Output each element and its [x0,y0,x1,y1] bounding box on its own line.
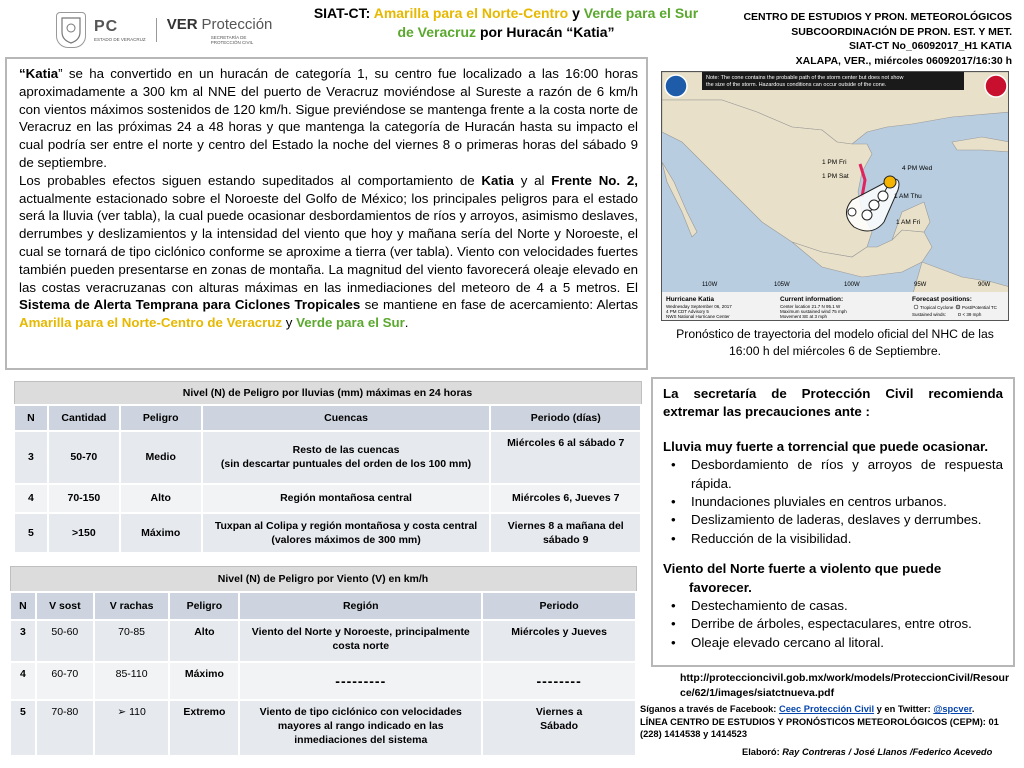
wind-cell: 4 [10,662,36,700]
wind-cell: 70-85 [94,620,170,662]
wind-col-periodo: Periodo [482,592,636,620]
p1-text: ” se ha convertido en un huracán de categoría 1, su centro fue localizado a las 16:00 horas aproximadamente a 300 km al NNE del puerto de Veracruz moviéndose al Sureste a razón de 6 km/h con vientos máximos sostenidos de 120 km/h. Sigue previéndose se mantenga frente a la costa norte de Veracruz en las próximas 24 a 48 horas y que mantenga la categoría de Huracán hasta su impacto el cual podría ser entre el norte y centro del Estado la noche del viernes 8 o primeras horas del sábado 9 de septiembre. [19,66,638,170]
rain-col-periodo: Periodo (días) [490,405,641,431]
rain-hazard-table [13,381,642,554]
wind-cell: 85-110 [94,662,170,700]
title-amarilla: Amarilla para el Norte-Centro [373,5,569,21]
position-1pm-thu [869,200,879,210]
map-caption: Pronóstico de trayectoria del modelo oficial del NHC de las 16:00 h del miércoles 6 de Septiembre. [676,327,994,358]
elaboro-names: Ray Contreras / José Llanos /Federico Acevedo [779,747,993,757]
center-line3: SIAT-CT No_06092017_H1 KATIA [848,40,1012,52]
table-row [14,484,641,513]
lon-100w: 100W [844,282,860,288]
wind-cell: Alto [169,620,239,662]
table-row [10,620,636,662]
rain-cell-cuencas: Región montañosa central [202,484,491,513]
p2-amarilla: Amarilla para el Norte-Centro de Veracruz [19,315,283,331]
p2-siat: Sistema de Alerta Temprana para Ciclones Tropicales [19,297,361,313]
main-text-box [5,57,648,370]
map-date: Wednesday September 06, 2017 [666,304,732,309]
p2-b: y al [513,172,552,188]
rain-cell-cuencas: Resto de las cuencas (sin descartar puntuales del orden de los 100 mm) [202,431,491,484]
rain-cell: 4 [14,484,48,513]
p2-verde: Verde para el Sur [296,315,405,331]
center-line4: XALAPA, VER., miércoles 06092017/16:30 h [795,54,1012,67]
rain-col-cantidad: Cantidad [48,405,120,431]
wind-cell: Máximo [169,662,239,700]
rain-cell: Miércoles 6 al sábado 7 [490,431,641,484]
pdf-link-block [680,671,1014,701]
reco-list-lluvia [663,456,1003,548]
main-paragraph-2 [19,172,638,332]
wind-cell-region: Viento del Norte y Noroeste, principalmente costa norte [239,620,482,662]
wind-cell-region: Viento de tipo ciclónico con velocidades mayores al rango indicado en las inmediaciones del sistema [239,700,482,756]
map-note-line2: the size of the storm. Hazardous conditions can occur outside of the cone. [706,82,887,88]
wind-col-vsost: V sost [36,592,94,620]
wind-cell: 5 [10,700,36,756]
map-nws: NWS National Hurricane Center [666,314,730,319]
nws-logo-icon [985,75,1007,97]
veracruz-seal-icon [56,12,86,48]
list-item: • Reducción de la visibilidad. [663,530,1003,548]
p2-c: actualmente estacionado sobre el Noroeste del Golfo de México; los principales peligros para el estado será la lluvia (ver tabla), la cual puede ocasionar desbordamientos de ríos y arroyos, asimismo deslaves, derrumbes y deslizamientos y la intensidad del viento que hoy y mañana sería del Norte y Noroeste, el cual se tornará de tipo ciclónico conforme se aproxime a tierra (ver tabla). Viento con velocidades fuertes también pueden presentarse en zonas de montaña. La magnitud del viento favorecerá oleaje elevado en las costas veracruzanas con alturas máximas en las inmediaciones del meteoro de 4 a 5 metros. El [19,190,638,295]
social-text-a: Síganos a través de Facebook: [640,704,779,714]
wind-hazard-table [9,566,637,757]
label-1am-fri: 1 AM Fri [896,219,921,226]
wind-cell: Miércoles y Jueves [482,620,636,662]
title-prefix: SIAT-CT: [313,5,374,21]
twitter-link[interactable]: @spcver [933,704,972,714]
wind-cell: ➢ 110 [94,700,170,756]
rain-cell: 3 [14,431,48,484]
hurricane-track-map [661,71,1009,321]
proteccion-sub2: PROTECCIÓN CIVIL [210,39,254,45]
lon-105w: 105W [774,282,790,288]
wind-cell: Extremo [169,700,239,756]
elaboro-line [742,747,1018,757]
wind-cell: -------- [482,662,636,700]
rain-cell: Máximo [120,513,202,553]
reco-heading-viento: Viento del Norte fuerte a violento que puede [663,561,942,577]
label-4pm-wed: 4 PM Wed [902,165,933,172]
pc-logo-sub: ESTADO DE VERACRUZ [94,37,146,42]
label-1pm-fri: 1 PM Fri [822,159,847,166]
social-text-c: . [971,704,975,714]
map-movement: Movement SE at 3 mph [780,314,828,319]
p2-d: se mantiene en fase de acercamiento: Alertas [360,297,639,313]
reco-lead: La secretaría de Protección Civil recomienda extremar las precauciones ante : [663,386,1003,420]
reco-list-viento [663,597,1003,652]
map-storm-name: Hurricane Katia [666,296,715,303]
map-legend-tc: Tropical Cyclone [920,305,954,310]
map-advisory: 4 PM CDT Advisory 5 [666,309,709,314]
rain-table-title: Nivel (N) de Peligro por lluvias (mm) máximas en 24 horas [14,382,641,405]
cepm-phone-line: LÍNEA CENTRO DE ESTUDIOS Y PRONÓSTICOS METEOROLÓGICOS (CEPM): 01 (228) 1414538 y 1414523 [640,716,999,740]
position-1pm-sat [848,208,856,216]
ver-proteccion-logo [167,16,273,45]
wind-cell-region: --------- [239,662,482,700]
wind-col-peligro: Peligro [169,592,239,620]
label-1pm-sat: 1 PM Sat [822,173,849,180]
katia-bold: “Katia [19,66,59,81]
wind-col-n: N [10,592,36,620]
lon-110w: 110W [702,282,718,288]
pc-logo-text: PC [94,18,119,35]
proteccion-logo-text: Protección [201,15,273,33]
recommendations-box [651,377,1015,667]
p2-katia: Katia [481,172,514,188]
map-legend-d: D < 39 mph [958,312,982,317]
p2-frente: Frente No. 2, [551,172,638,188]
list-item: • Desbordamiento de ríos y arroyos de respuesta rápida. [663,456,1003,493]
wind-cell: 50-60 [36,620,94,662]
header-logos [56,8,286,52]
map-center-location: Center location 21.7 N 95.1 W [780,304,841,309]
rain-cell: >150 [48,513,120,553]
rain-cell: Alto [120,484,202,513]
list-item: • Destechamiento de casas. [663,597,1003,615]
wind-cell: 60-70 [36,662,94,700]
title-line2-rest: por Huracán “Katia” [476,24,615,40]
map-current-info: Current information: [780,296,844,303]
list-item: • Oleaje elevado cercano al litoral. [663,634,1003,652]
proteccion-sub1: SECRETARÍA DE [210,34,247,40]
lon-95w: 95W [914,282,927,288]
rain-cell: Viernes 8 a mañana del sábado 9 [490,513,641,553]
wind-col-region: Región [239,592,482,620]
reco-heading-viento-cont: favorecer. [689,579,752,595]
rain-cell-cuencas: Tuxpan al Colipa y región montañosa y costa central (valores máximos de 300 mm) [202,513,491,553]
table-row [10,700,636,756]
facebook-link[interactable]: Ceec Protección Civil [779,704,875,714]
p2-end: . [404,315,409,331]
noaa-logo-icon [665,75,687,97]
map-legend-sust: Sustained winds: [912,312,947,317]
rain-cell: 70-150 [48,484,120,513]
p2-a: Los probables efectos siguen estando supeditados al comportamiento de [19,172,482,188]
list-item: • Derribe de árboles, espectaculares, entre otros. [663,615,1003,633]
elaboro-label: Elaboró: [742,747,780,757]
center-line2: SUBCOORDINACIÓN DE PRON. EST. Y MET. [791,25,1012,38]
rain-col-cuencas: Cuencas [202,405,491,431]
label-1am-thu: 1 AM Thu [894,193,922,200]
rain-col-peligro: Peligro [120,405,202,431]
social-text-b: y en Twitter: [874,704,934,714]
ver-logo-text: VER [166,15,198,33]
reco-heading-lluvia: Lluvia muy fuerte a torrencial que puede ocasionar. [663,438,989,454]
title-y: y [568,5,584,21]
table-row [14,431,641,484]
position-1am-thu [878,191,888,201]
wind-col-vrachas: V rachas [94,592,170,620]
map-legend-ptc: Post/Potential TC [962,305,997,310]
title-line2-verde: de Veracruz [397,24,477,40]
ptc-legend-icon [956,305,960,309]
rain-cell: 5 [14,513,48,553]
title-verde: Verde para el Sur [583,5,699,21]
center-line1: CENTRO DE ESTUDIOS Y PRON. METEOROLÓGICOS [743,11,1012,23]
rain-cell: Miércoles 6, Jueves 7 [490,484,641,513]
rain-col-n: N [14,405,48,431]
page-title [296,4,716,42]
table-row [10,662,636,700]
position-1am-fri [862,210,872,220]
list-item: • Inundaciones pluviales en centros urbanos. [663,493,1003,511]
map-svg [662,72,1009,321]
table-row [14,513,641,553]
list-item: • Deslizamiento de laderas, deslaves y derrumbes. [663,511,1003,529]
social-block [640,703,1015,741]
p2-y: y [282,315,297,331]
current-position-marker [884,176,896,188]
tc-legend-icon [914,305,918,309]
main-paragraph-1 [19,65,638,172]
center-info [692,10,1012,68]
lon-90w: 90W [978,282,991,288]
map-note-line1: Note: The cone contains the probable path of the storm center but does not show [706,75,904,81]
wind-table-title: Nivel (N) de Peligro por Viento (V) en km/h [10,567,636,592]
pdf-link[interactable]: http://proteccioncivil.gob.mx/work/models/ProteccionCivil/Resource/62/1/images/siatctnueva.pdf [680,672,1010,699]
map-forecast-positions: Forecast positions: [912,296,972,303]
wind-cell: 3 [10,620,36,662]
map-max-wind: Maximum sustained wind 75 mph [780,309,847,314]
rain-cell: 50-70 [48,431,120,484]
wind-cell: 70-80 [36,700,94,756]
wind-cell-periodo: Viernes a Sábado [482,700,636,756]
rain-cell: Medio [120,431,202,484]
pc-logo [94,18,157,42]
